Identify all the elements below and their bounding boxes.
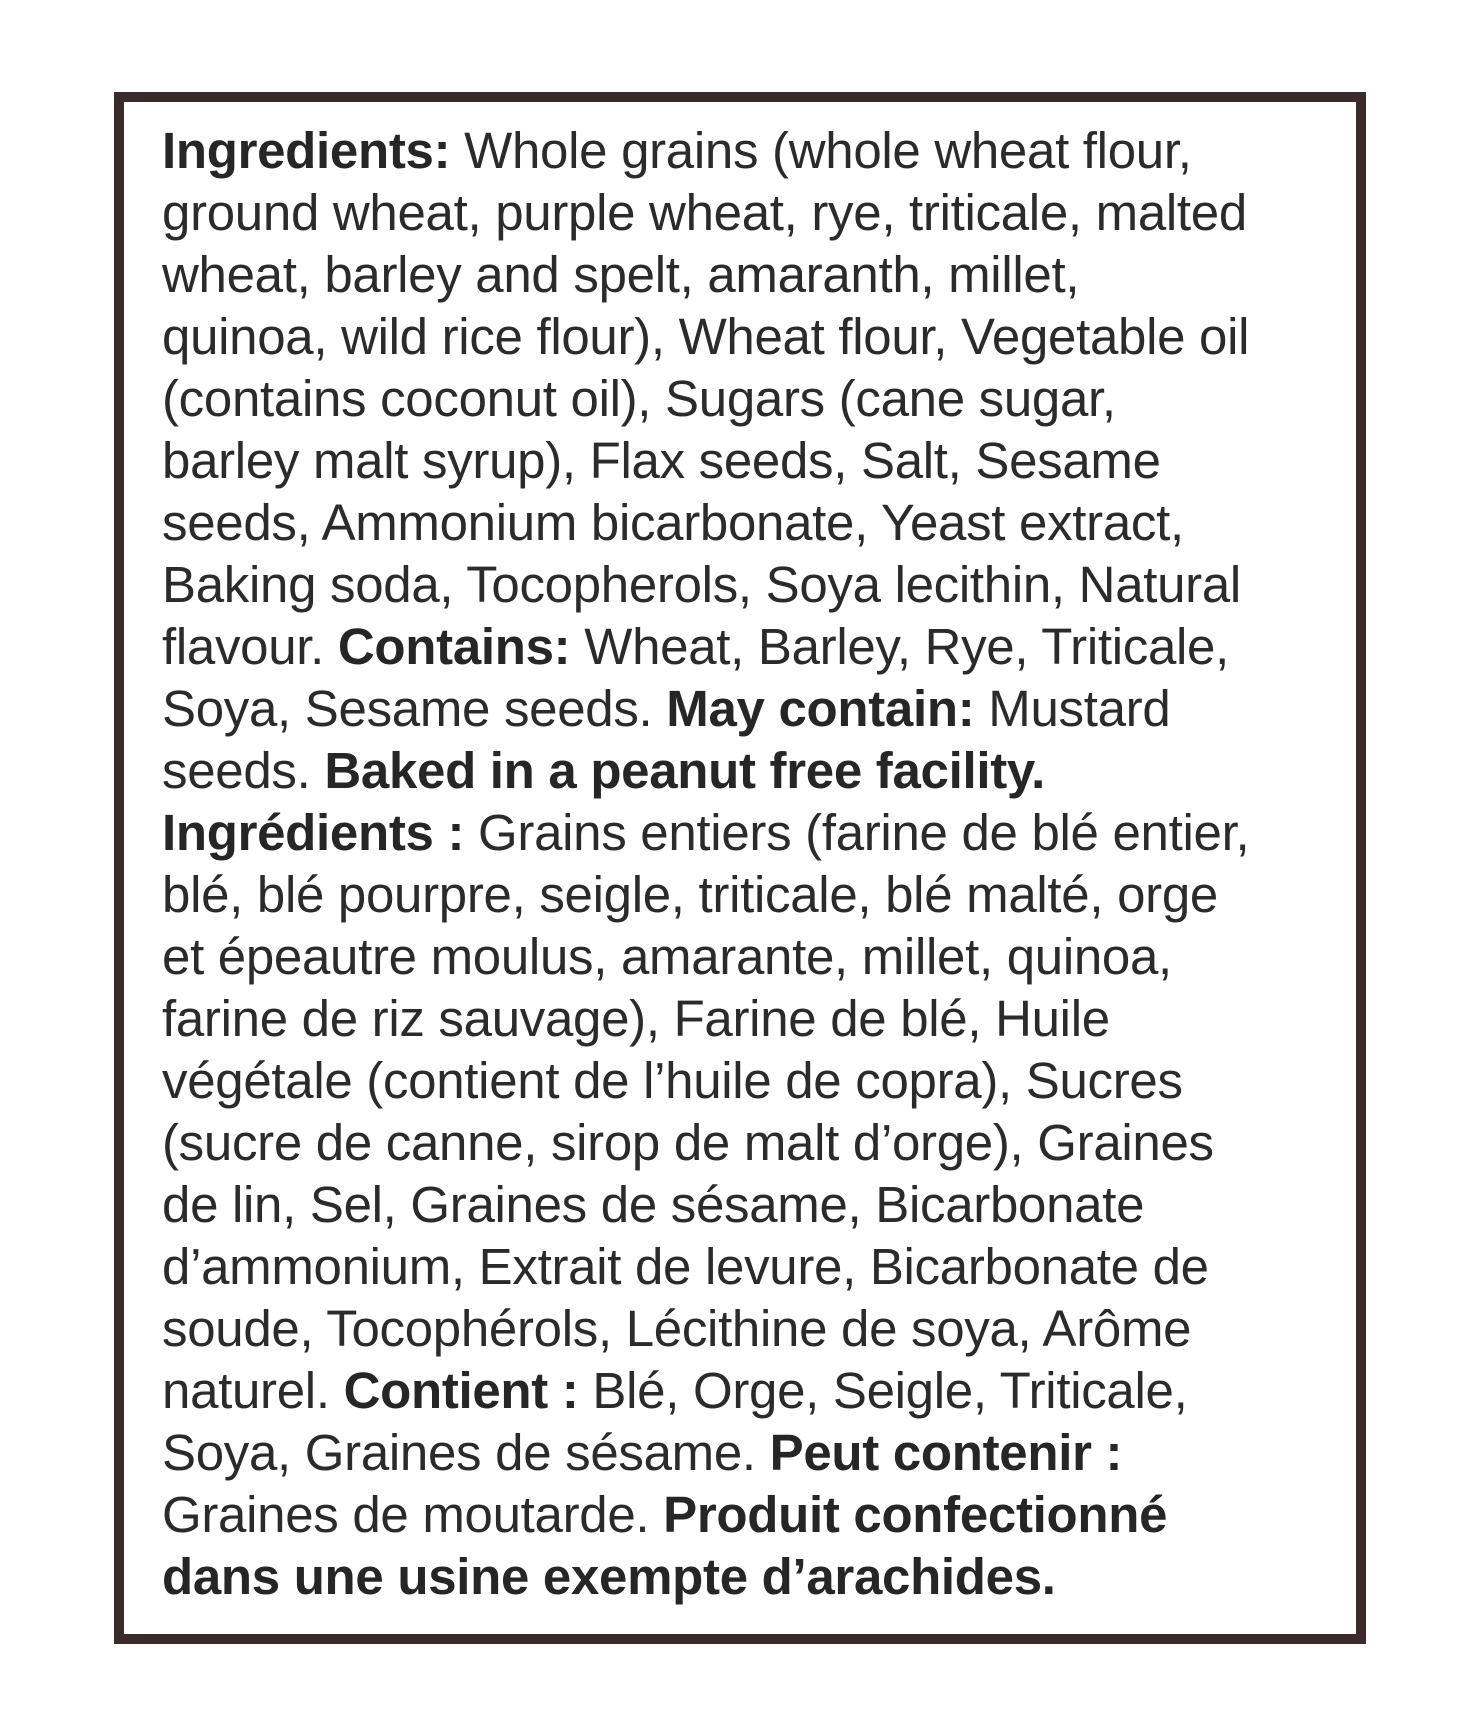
en-may-contain-list: Mustard seeds.	[162, 680, 1171, 799]
en-allergens-list: Wheat, Barley, Rye, Triticale, Soya, Sesame seeds.	[162, 618, 1229, 737]
ingredients-label-panel	[114, 92, 1366, 1644]
fr-ingredients-list: Grains entiers (farine de blé entier, blé, blé pourpre, seigle, triticale, blé malté, orge et épeautre moulus, amarante, millet, quinoa, farine de riz sauvage), Farine de blé, Huile végétale (contient de l’huile de copra), Sucres (sucre de canne, sirop de malt d’orge), Graines de lin, Sel, Graines de sésame, Bicarbonate d’ammonium, Extrait de levure, Bicarbonate de soude, Tocophérols, Lécithine de soya, Arôme naturel.	[162, 804, 1250, 1419]
en-ingredients-list: Whole grains (whole wheat flour, ground wheat, purple wheat, rye, triticale, malted wheat, barley and spelt, amaranth, millet, quinoa, wild rice flour), Wheat flour, Vegetable oil (contains coconut oil), Sugars (cane sugar, barley malt syrup), Flax seeds, Salt, Sesame seeds, Ammonium bicarbonate, Yeast extract, Baking soda, Tocopherols, Soya lecithin, Natural flavour.	[162, 122, 1250, 675]
fr-may-contain-list: Graines de moutarde.	[162, 1486, 650, 1543]
fr-may-contain-heading: Peut contenir :	[769, 1424, 1123, 1481]
en-facility-statement: Baked in a peanut free facility.	[324, 742, 1046, 799]
fr-facility-statement: Produit confectionné dans une usine exempte d’arachides.	[162, 1486, 1168, 1605]
en-contains-heading: Contains:	[337, 618, 571, 675]
en-may-contain-heading: May contain:	[666, 680, 975, 737]
en-ingredients-heading: Ingredients:	[162, 122, 451, 179]
fr-contains-heading: Contient :	[343, 1362, 579, 1419]
ingredients-label-text	[162, 120, 1338, 1608]
fr-ingredients-heading: Ingrédients :	[162, 804, 465, 861]
fr-allergens-list: Blé, Orge, Seigle, Triticale, Soya, Graines de sésame.	[162, 1362, 1188, 1481]
